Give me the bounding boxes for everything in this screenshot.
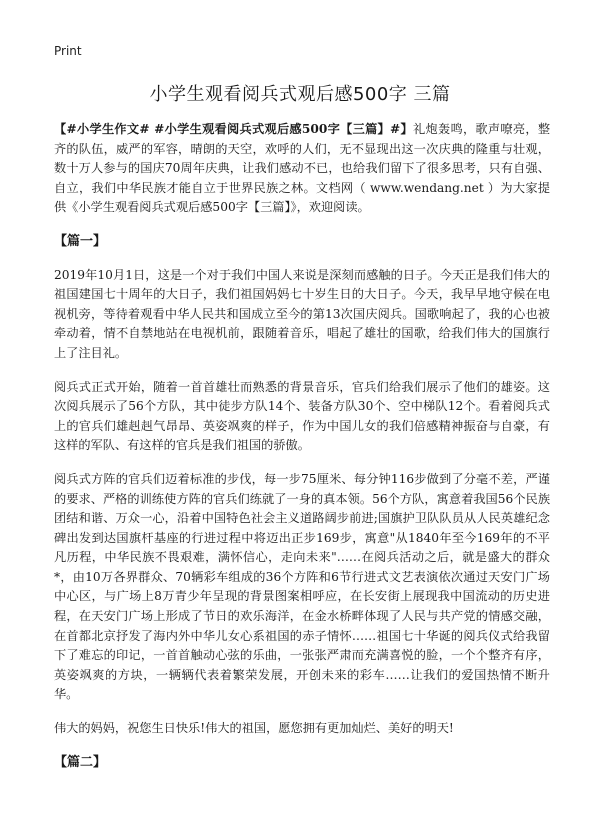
article-body xyxy=(54,120,550,786)
intro-paragraph xyxy=(54,120,550,218)
section-heading-1: 【篇一】 xyxy=(54,233,107,249)
page-title: 小学生观看阅兵式观后感500字 三篇 xyxy=(149,84,451,105)
paragraph-1: 2019年10月1日，这是一个对于我们中国人来说是深刻而感触的日子。今天正是我们伟大的祖国建国七十周年的大日子，我们祖国妈妈七十岁生日的大日子。今天，我早早地守候在电视机旁，等待着观看中华人民共和国成立至今的第13次国庆阅兵。国歌响起了，我的心也被牵动着，情不自禁地站在电视机前，跟随着音乐，唱起了雄壮的国歌，给我们伟大的国旗行上了注目礼。 xyxy=(54,267,550,360)
section-heading-2: 【篇二】 xyxy=(54,754,107,770)
intro-text: 礼炮轰鸣，歌声嘹亮，整齐的队伍，威严的军容，晴朗的天空，欢呼的人们，无不显现出这一次庆典的隆重与壮观，数十万人参与的国庆70周年庆典，让我们感动不已，也给我们留下了很多思考，只有自强、自立，我们中华民族才能自立于世界民族之林。文档网（ www.wendang.net ）为大家提供《小学生观看阅兵式观后感500字【三篇】》，欢迎阅读。 xyxy=(54,122,551,215)
paragraph-4: 伟大的妈妈，祝您生日快乐!伟大的祖国，愿您拥有更加灿烂、美好的明天! xyxy=(54,721,454,736)
print-link[interactable]: Print xyxy=(54,44,82,58)
paragraph-2: 阅兵式正式开始，随着一首首雄壮而熟悉的背景音乐，官兵们给我们展示了他们的雄姿。这次阅兵展示了56个方队，其中徒步方队14个、装备方队30个、空中梯队12个。看着阅兵式上的官兵们雄赳赳气昂昂、英姿飒爽的样子，作为中国儿女的我们倍感精神振奋与自豪，有这样的军队、有这样的官兵是我们祖国的骄傲。 xyxy=(54,379,550,453)
intro-tag: 【#小学生作文# #小学生观看阅兵式观后感500字【三篇】#】 xyxy=(54,122,414,136)
paragraph-3: 阅兵式方阵的官兵们迈着标准的步伐，每一步75厘米、每分钟116步做到了分毫不差，严谨的要求、严格的训练使方阵的官兵们练就了一身的真本领。56个方队，寓意着我国56个民族团结和谐、万众一心，沿着中国特色社会主义道路阔步前进;国旗护卫队队员从人民英雄纪念碑出发到达国旗杆基座的行进过程中将迈出正步169步，寓意"从1840年至今169年的不平凡历程，中华民族不畏艰难，满怀信心，走向未来"……在阅兵活动之后，就是盛大的群众*，由10万各界群众、70辆彩车组成的36个方阵和6节行进式文艺表演依次通过天安门广场中心区，与广场上8万青少年呈现的背景图案相呼应，在长安街上展现我中国流动的历史进程，在天安门广场上形成了节日的欢乐海洋，在金水桥畔体现了人民与共产党的情感交融，在首都北京抒发了海内外中华儿女心系祖国的赤子情怀……祖国七十华诞的阅兵仪式给我留下了难忘的印记，一首首触动心弦的乐曲，一张张严肃而充满喜悦的脸，一个个整齐有序，英姿飒爽的方块，一辆辆代表着繁荣发展，开创未来的彩车……让我们的爱国热情不断升华。 xyxy=(54,471,550,702)
